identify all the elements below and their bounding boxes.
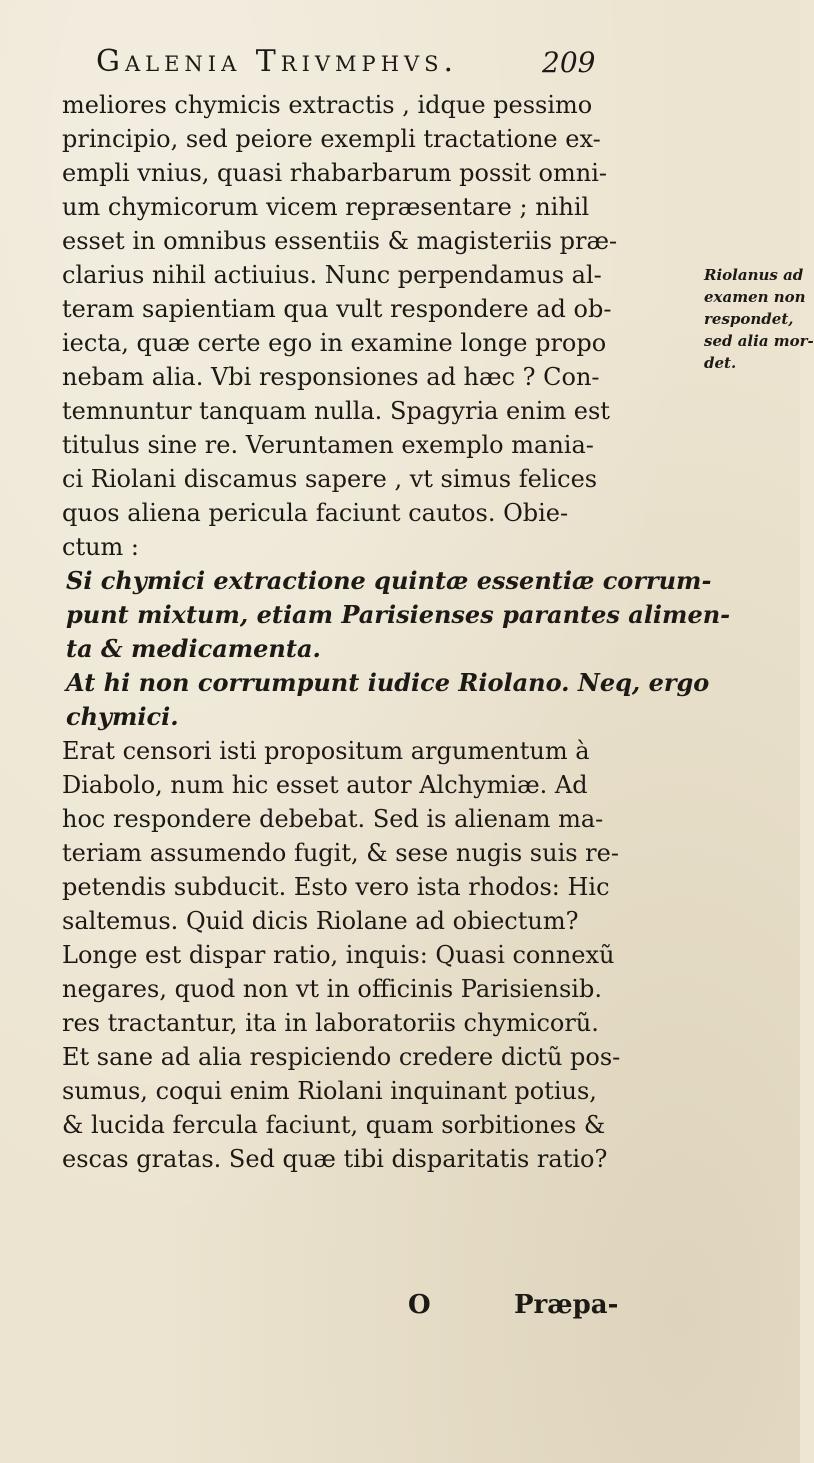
- text-line: Diabolo, num hic esset autor Alchymiæ. Ad: [62, 771, 588, 799]
- text-line: negares, quod non vt in officinis Parisiensib.: [62, 975, 602, 1003]
- text-line: & lucida fercula faciunt, quam sorbitiones &: [62, 1111, 606, 1139]
- main-text-block: [62, 88, 731, 1176]
- quoted-objection-line: ta & medicamenta.: [66, 634, 321, 663]
- text-line: Et sane ad alia respiciendo credere dictũ pos-: [62, 1043, 621, 1071]
- text-line: empli vnius, quasi rhabarbarum possit omni-: [62, 159, 607, 187]
- text-line: Erat censori isti propositum argumentum à: [62, 737, 590, 765]
- text-line: sumus, coqui enim Riolani inquinant potius,: [62, 1077, 597, 1105]
- text-line: quos aliena pericula faciunt cautos. Obie-: [62, 499, 569, 527]
- text-line: meliores chymicis extractis , idque pessimo: [62, 91, 593, 119]
- text-line: ctum :: [62, 533, 140, 561]
- text-line: res tractantur, ita in laboratoriis chymicorũ.: [62, 1009, 599, 1037]
- text-line: iecta, quæ certe ego in examine longe propo: [62, 329, 607, 357]
- text-line: clarius nihil actiuius. Nunc perpendamus al-: [62, 261, 602, 289]
- text-line: esset in omnibus essentiis & magisteriis præ-: [62, 227, 618, 255]
- text-line: petendis subducit. Esto vero ista rhodos: Hic: [62, 873, 610, 901]
- quoted-objection-line: chymici.: [66, 702, 179, 731]
- text-line: nebam alia. Vbi responsiones ad hæc ? Con-: [62, 363, 600, 391]
- page-number: 209: [542, 46, 596, 79]
- text-line: Longe est dispar ratio, inquis: Quasi connexũ: [62, 941, 615, 969]
- catchword-line: [408, 1290, 708, 1330]
- margin-note-line: examen non: [704, 288, 806, 306]
- signature-mark: O: [408, 1290, 431, 1320]
- quoted-objection-line: Si chymici extractione quintæ essentiæ corrum-: [66, 566, 712, 595]
- text-line: hoc respondere debebat. Sed is alienam ma-: [62, 805, 604, 833]
- margin-note-line: respondet,: [704, 310, 794, 328]
- margin-note: [704, 264, 814, 374]
- text-line: teriam assumendo fugit, & sese nugis suis re-: [62, 839, 619, 867]
- margin-note-line: Riolanus ad: [704, 266, 804, 284]
- margin-note-line: det.: [704, 354, 737, 372]
- text-line: titulus sine re. Veruntamen exemplo mania-: [62, 431, 594, 459]
- text-line: saltemus. Quid dicis Riolane ad obiectum?: [62, 907, 579, 935]
- text-line: escas gratas. Sed quæ tibi disparitatis ratio?: [62, 1145, 608, 1173]
- text-line: temnuntur tanquam nulla. Spagyria enim est: [62, 397, 610, 425]
- running-head: [96, 38, 696, 86]
- text-line: principio, sed peiore exempli tractatione ex-: [62, 125, 601, 153]
- quoted-objection-line: At hi non corrumpunt iudice Riolano. Neq, ergo: [66, 668, 710, 697]
- text-line: ci Riolani discamus sapere , vt simus felices: [62, 465, 598, 493]
- text-line: teram sapientiam qua vult respondere ad ob-: [62, 295, 612, 323]
- margin-note-line: sed alia mor-: [704, 332, 814, 350]
- running-title: Galenia Trivmphvs.: [96, 44, 459, 79]
- quoted-objection-line: punt mixtum, etiam Parisienses parantes alimen-: [66, 600, 731, 629]
- catchword: Præpa-: [514, 1290, 619, 1320]
- text-line: um chymicorum vicem repræsentare ; nihil: [62, 193, 590, 221]
